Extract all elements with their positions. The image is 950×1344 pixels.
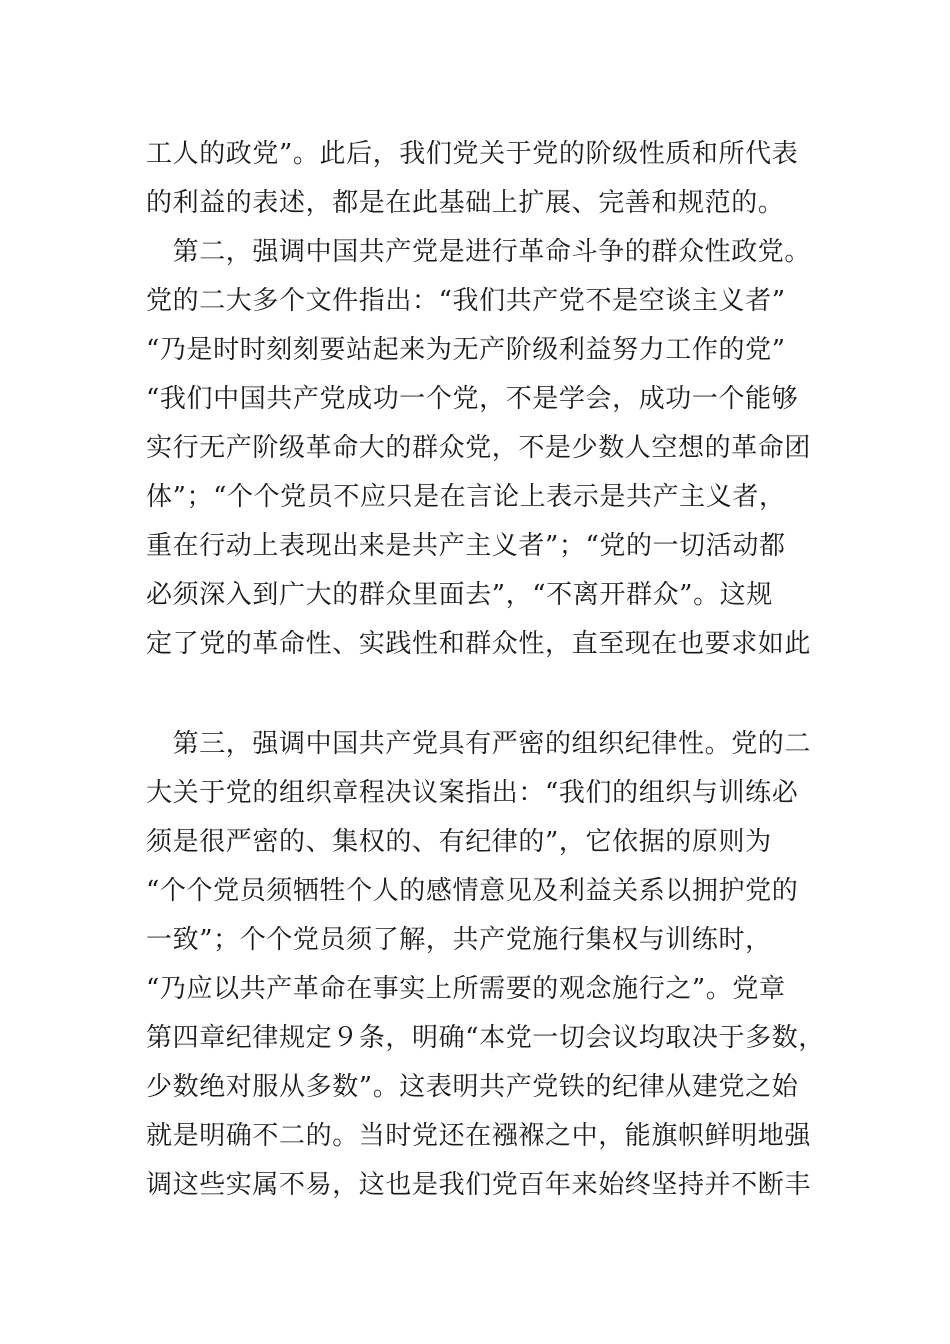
text-line: 少数绝对服从多数”。这表明共产党铁的纪律从建党之始 [146,1072,799,1102]
text-line: 定了党的革命性、实践性和群众性，直至现在也要求如此 [146,629,812,659]
text-line: 体”；“个个党员不应只是在言论上表示是共产主义者， [146,482,786,512]
text-block-1 [146,130,816,669]
text-line: 第三，强调中国共产党具有严密的组织纪律性。党的二 [146,729,812,759]
text-line: 一致”；个个党员须了解，共产党施行集权与训练时， [146,925,772,955]
text-line: 重在行动上表现出来是共产主义者”；“党的一切活动都 [146,531,786,561]
text-line: 工人的政党”。此后，我们党关于党的阶级性质和所代表 [146,139,799,169]
text-line: “个个党员须牺牲个人的感情意见及利益关系以拥护党的 [146,876,799,906]
text-line: 调这些实属不易，这也是我们党百年来始终坚持并不断丰 [146,1170,812,1200]
text-line: 第二，强调中国共产党是进行革命斗争的群众性政党。 [146,237,812,267]
text-line: 须是很严密的、集权的、有纪律的”，它依据的原则为 [146,827,772,857]
text-line: 党的二大多个文件指出：“我们共产党不是空谈主义者” [146,286,786,316]
text-line: 必须深入到广大的群众里面去”，“不离开群众”。这规 [146,580,773,610]
text-line: 就是明确不二的。当时党还在襁褓之中，能旗帜鲜明地强 [146,1121,812,1151]
text-block-2 [146,720,825,1210]
text-line: 大关于党的组织章程决议案指出：“我们的组织与训练必 [146,778,799,808]
text-line: 的利益的表述，都是在此基础上扩展、完善和规范的。 [146,188,785,218]
text-line: 实行无产阶级革命大的群众党，不是少数人空想的革命团 [146,433,812,463]
text-line: “乃是时时刻刻要站起来为无产阶级利益努力工作的党” [146,335,786,365]
text-line: 第四章纪律规定９条，明确“本党一切会议均取决于多数， [146,1023,825,1053]
text-line: “乃应以共产革命在事实上所需要的观念施行之”。党章 [146,974,786,1004]
text-line: “我们中国共产党成功一个党，不是学会，成功一个能够 [146,384,799,414]
